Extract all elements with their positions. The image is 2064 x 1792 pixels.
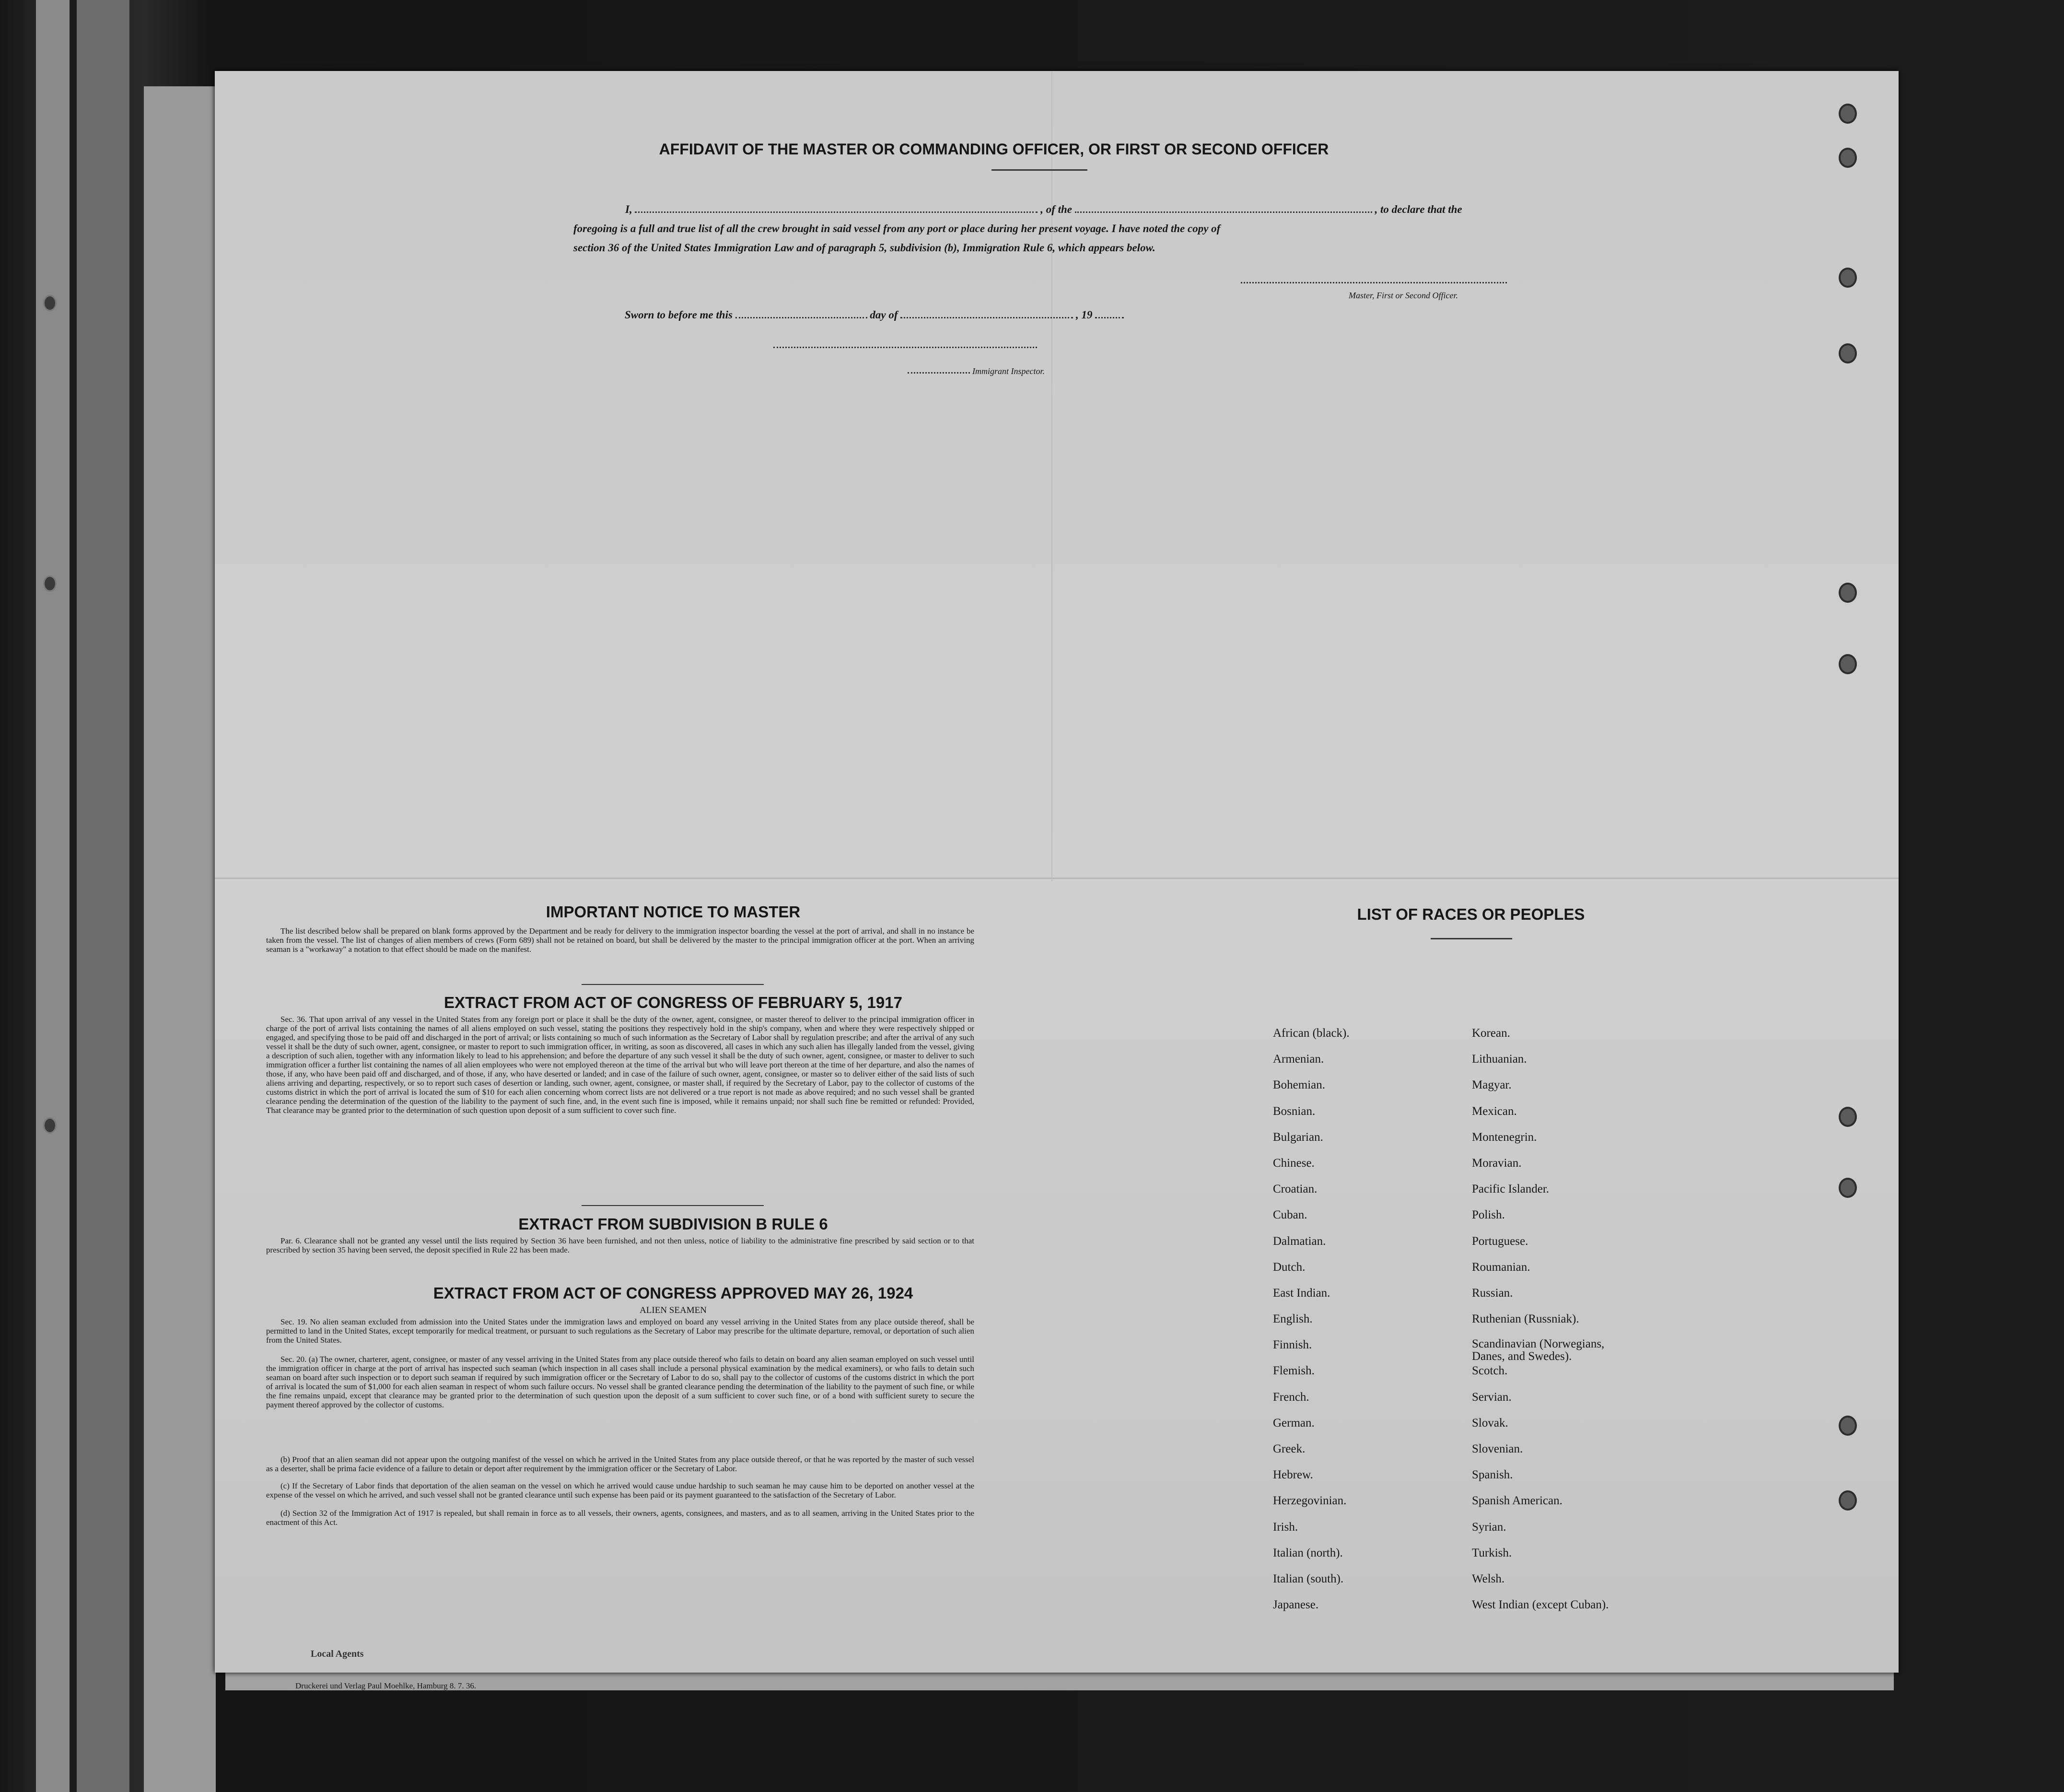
race-item: Pacific Islander. [1472,1183,1550,1196]
race-item: Finnish. [1273,1338,1312,1352]
binder-hole [1839,1490,1857,1511]
binder-hole [1839,1178,1857,1198]
affidavit-line3: section 36 of the United States Immigration Law and of paragraph 5, subdivision (b), Immigration Rule 6, which appears below. [573,242,1155,254]
race-item: Mexican. [1472,1104,1517,1118]
notice-body: The list described below shall be prepared on blank forms approved by the Department and be ready for delivery to the immigration inspector boarding the vessel at the port of arrival, and shall in no instance be taken from the vessel. The list of changes of alien members of crews (Form 689) shall not be retained on board, but shall be delivered by the master to the principal immigration officer at the port. When an arriving seaman is a "workaway" a notation to that effect should be made on the manifest. [266,926,974,954]
binder-hole [43,575,57,592]
extract-1924-sec20d: (d) Section 32 of the Immigration Act of 1917 is repealed, but shall remain in force as to all vessels, their owners, agents, consignees, and masters, and as to all seamen, arriving in the United States prior to the enactment of this Act. [266,1509,974,1527]
race-item: French. [1273,1390,1309,1404]
race-item: Hebrew. [1273,1468,1313,1482]
race-item: Ruthenian (Russniak). [1472,1312,1579,1326]
binder-hole [1839,654,1857,674]
year-prefix: , 19 [1076,309,1093,321]
inspector-signature-field[interactable] [773,347,1037,348]
race-item: Italian (north). [1273,1546,1343,1559]
race-item: Scandinavian (Norwegians, Danes, and Swedes). [1472,1337,1605,1363]
binder-hole [1839,583,1857,603]
race-item: Bulgarian. [1273,1130,1323,1144]
race-item: Turkish. [1472,1546,1512,1559]
affidavit-line2: foregoing is a full and true list of all the crew brought in said vessel from any port or place during her present voyage. I have noted the copy of [573,223,1221,234]
race-item: Japanese. [1273,1598,1319,1612]
binder-hole [1839,104,1857,124]
page-fold [215,878,1899,879]
race-item: Greek. [1273,1442,1306,1455]
notice-title: IMPORTANT NOTICE TO MASTER [546,903,801,921]
page-fold-vertical [1051,71,1052,881]
race-item: Portuguese. [1472,1234,1528,1248]
race-item: Dalmatian. [1273,1234,1326,1248]
race-item: African (black). [1273,1027,1350,1040]
title-rule [991,169,1087,171]
binder-hole [1839,268,1857,288]
inspector-name-field[interactable] [908,372,970,374]
race-item: Magyar. [1472,1078,1512,1092]
vessel-name-field[interactable] [1075,207,1372,213]
race-item: East Indian. [1273,1286,1330,1300]
local-agents-label: Local Agents [311,1649,364,1659]
sworn-month-field[interactable] [900,312,1073,318]
race-item: Roumanian. [1472,1260,1530,1274]
sworn-text: Sworn to before me this [625,309,733,321]
races-title: LIST OF RACES OR PEOPLES [1357,905,1585,923]
race-item: Spanish. [1472,1468,1513,1482]
extract-1924-sec20c: (c) If the Secretary of Labor finds that deportation of the alien seaman on the vessel on which he arrived would cause undue hardship to such seaman he may cause him to be deported on another vessel at the expense of the vessel on which he arrived, and such vessel shall not be granted clearance until such expense has been paid or its payment guaranteed to the satisfaction of the Secretary of Labor. [266,1481,974,1499]
master-name-field[interactable] [635,207,1038,213]
race-item: Armenian. [1273,1053,1324,1066]
binder-hole [1839,148,1857,168]
binder-hole [43,1117,57,1134]
subdivision-title: EXTRACT FROM SUBDIVISION B RULE 6 [518,1215,828,1233]
race-item: German. [1273,1416,1315,1429]
race-item: Croatian. [1273,1183,1318,1196]
sworn-line [625,306,1124,324]
race-item: English. [1273,1312,1313,1326]
race-item: Dutch. [1273,1260,1306,1274]
sworn-day-field[interactable] [735,312,867,318]
affidavit-title: AFFIDAVIT OF THE MASTER OR COMMANDING OFFICER, OR FIRST OR SECOND OFFICER [659,141,1329,158]
race-item: Bosnian. [1273,1104,1316,1118]
subdivision-body: Par. 6. Clearance shall not be granted any vessel until the lists required by Section 36 have been furnished, and not then unless, notice of liability to the administrative fine prescribed by said section or to that prescribed by section 35 having been served, the deposit specified in Rule 22 has been made. [266,1236,974,1254]
race-item: Moravian. [1472,1156,1522,1170]
races-title-rule [1431,938,1512,939]
race-item: Korean. [1472,1027,1510,1040]
race-item: Slovak. [1472,1416,1508,1429]
binder-hole [1839,1107,1857,1127]
underlying-sheet-edge [144,86,216,1792]
extract-1924-sec19: Sec. 19. No alien seaman excluded from admission into the United States under the immigration laws and employed on board any vessel arriving in the United States from any place outside thereof, shall be permitted to land in the United States, except temporarily for medical treatment, or pursuant to such regulations as the Secretary of Labor may prescribe for the ultimate departure, removal, or deportation of such alien from the United States. [266,1317,974,1345]
binder-hole [1839,1416,1857,1436]
extract-1924-title: EXTRACT FROM ACT OF CONGRESS APPROVED MAY 26, 1924 [433,1284,913,1302]
races-column-2 [1472,1026,1635,1624]
race-item: Servian. [1472,1390,1512,1404]
race-item: West Indian (except Cuban). [1472,1598,1609,1612]
section-rule [582,1205,764,1206]
extract-1917-body: Sec. 36. That upon arrival of any vessel in the United States from any foreign port or place it shall be the duty of the owner, agent, consignee, or master thereof to deliver to the principal immigration officer in charge of the port of arrival lists containing the names of all aliens employed on such vessel, stating the positions they respectively hold in the ship's company, when and where they were respectively shipped or engaged, and specifying those to be paid off and discharged in the port of arrival; or lists containing so much of such information as the Secretary of Labor shall by regulation prescribe; and after the arrival of any such vessel it shall be the duty of such owner, agent, consignee, or master to report to such immigration officer, in writing, as soon as discovered, all cases in which any such alien has illegally landed from the vessel, giving a description of such alien, together with any information likely to lead to his apprehension; and before the departure of any such vessel it shall be the duty of such owner, agent, consignee, or master to deliver to such immigration officer a further list containing the names of all alien employees who were not employed thereon at the time of the arrival but who will leave port thereon at the time of her departure, and also the names of those, if any, who have been paid off and discharged, and of those, if any, who have deserted or landed; and in case of the failure of such owner, agent, consignee, or master so to deliver either of the said lists of such aliens arriving and departing, respectively, or so to report such cases of desertion or landing, such owner, agent, consignee, or master shall, if required by the Secretary of Labor, pay to the collector of customs of the customs district in which the port of arrival is located the sum of $10 for each alien concerning whom correct lists are not delivered or a true report is not made as above required; and no such vessel shall be granted clearance pending the determination of the question of the liability to the payment of such fine, and, in the event such fine is imposed, while it remains unpaid; nor shall such fine be remitted or refunded: Provided, That clearance may be granted prior to the determination of such question upon deposit of a sum sufficient to cover such fine. [266,1015,974,1115]
extract-1924-sec20a: Sec. 20. (a) The owner, charterer, agent, consignee, or master of any vessel arriving in the United States from any place outside thereof who fails to detain on board any alien seaman employed on such vessel until the immigration officer in charge at the port of arrival has inspected such seaman (which inspection in all cases shall include a personal physical examination by the medical examiners), or who fails to detain such seaman on board after such inspection or to deport such seaman if required by such immigration officer or the Secretary of Labor to do so, shall pay to the collector of customs of the customs district in which the port of arrival is located the sum of $1,000 for each alien seaman in respect of whom such failure occurs. No vessel shall be granted clearance pending the determination of the liability to the payment of such fine, or while the fine remains unpaid, except that clearance may be granted prior to the determination of such question upon the deposit of a sum sufficient to cover such fine, or of a bond with sufficient surety to secure the payment thereof approved by the collector of customs. [266,1355,974,1409]
race-item: Russian. [1472,1286,1513,1300]
extract-1924-sec20b: (b) Proof that an alien seaman did not appear upon the outgoing manifest of the vessel on which he arrived in the United States from any place outside thereof, or that he was reported by the master of such vessel as a deserter, shall be prima facie evidence of a failure to detain or deport after requirement by the immigration officer or the Secretary of Labor. [266,1455,974,1473]
manifest-page [215,71,1899,1690]
officer-caption: Master, First or Second Officer. [1349,291,1458,300]
sworn-year-field[interactable] [1095,312,1124,318]
race-item: Italian (south). [1273,1572,1344,1585]
race-item: Bohemian. [1273,1078,1326,1092]
race-item: Welsh. [1472,1572,1505,1585]
underlying-sheet-edge [36,0,70,1792]
race-item: Lithuanian. [1472,1053,1527,1066]
race-item: Chinese. [1273,1156,1315,1170]
race-item: Scotch. [1472,1364,1508,1378]
race-item: Slovenian. [1472,1442,1523,1455]
extract-1924-subtitle: ALIEN SEAMEN [640,1305,707,1315]
affidavit-declare: , to declare that the [1375,203,1462,215]
binder-hole [1839,343,1857,363]
race-item: Flemish. [1273,1364,1315,1378]
affidavit-line1 [625,200,1723,219]
affidavit-i: I, [625,203,632,215]
binder-hole [43,295,57,311]
races-column-1 [1273,1026,1350,1624]
race-item: Herzegovinian. [1273,1494,1347,1508]
section-rule [582,984,764,985]
affidavit-of-the: , of the [1040,203,1073,215]
underlying-sheet-edge [77,0,129,1792]
race-item: Spanish American. [1472,1494,1563,1508]
race-item: Polish. [1472,1208,1505,1222]
inspector-caption: Immigrant Inspector. [972,366,1045,376]
extract-1917-title: EXTRACT FROM ACT OF CONGRESS OF FEBRUARY 5, 1917 [444,994,902,1011]
race-item: Cuban. [1273,1208,1307,1222]
day-of-text: day of [870,309,898,321]
race-item: Montenegrin. [1472,1130,1537,1144]
officer-signature-field[interactable] [1241,282,1507,283]
printer-imprint: Druckerei und Verlag Paul Moehlke, Hamburg 8. 7. 36. [295,1681,477,1690]
race-item: Syrian. [1472,1520,1506,1534]
race-item: Irish. [1273,1520,1298,1534]
